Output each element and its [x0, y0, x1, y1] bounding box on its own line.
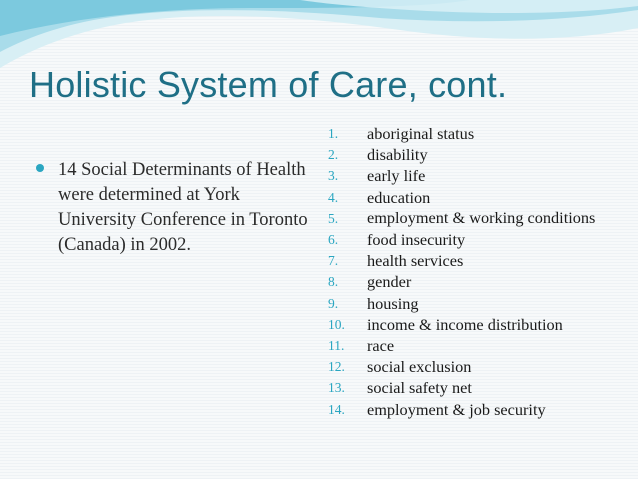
- list-text: employment & working conditions: [367, 207, 596, 227]
- list-item: [328, 187, 628, 208]
- header-wave-decoration: [0, 0, 638, 70]
- list-number: 10.: [328, 316, 345, 332]
- list-text: gender: [367, 272, 412, 292]
- list-number: 1.: [328, 126, 339, 141]
- list-text: housing: [367, 293, 419, 313]
- list-number: 5.: [328, 210, 339, 226]
- list-text: aboriginal status: [367, 124, 475, 143]
- list-text: disability: [367, 145, 428, 165]
- list-number: 11.: [328, 338, 345, 354]
- list-item: [328, 123, 628, 144]
- list-text: food insecurity: [367, 230, 466, 250]
- bullet-item: [36, 158, 316, 258]
- list-item: [328, 165, 628, 186]
- list-number: 9.: [328, 295, 339, 311]
- list-item: [328, 356, 628, 377]
- list-item: [328, 250, 628, 271]
- list-text: health services: [367, 251, 464, 271]
- list-number: 13.: [328, 380, 345, 396]
- list-number: 12.: [328, 359, 345, 375]
- list-item: [328, 271, 628, 292]
- list-item: [328, 229, 628, 250]
- list-number: 8.: [328, 274, 339, 290]
- list-text: social exclusion: [367, 357, 472, 377]
- list-text: early life: [367, 166, 426, 186]
- determinants-list: [328, 123, 628, 420]
- list-text: race: [367, 336, 395, 356]
- list-item: [328, 399, 628, 420]
- list-number: 4.: [328, 189, 339, 205]
- list-number: 6.: [328, 232, 339, 248]
- list-item: [328, 144, 628, 165]
- list-item: [328, 314, 628, 335]
- list-item: [328, 293, 628, 314]
- list-item: [328, 377, 628, 398]
- bullet-text: 14 Social Determinants of Health were determined at York University Conference in Toronto (Canada) in 2002.: [58, 160, 308, 255]
- list-text: income & income distribution: [367, 314, 563, 334]
- list-number: 14.: [328, 401, 345, 417]
- slide-title: Holistic System of Care, cont.: [29, 64, 508, 105]
- list-number: 2.: [328, 147, 339, 163]
- list-number: 7.: [328, 253, 339, 269]
- list-text: employment & job security: [367, 399, 546, 419]
- list-number: 3.: [328, 168, 339, 184]
- list-text: social safety net: [367, 378, 472, 398]
- list-item: [328, 335, 628, 356]
- list-text: education: [367, 187, 431, 207]
- bullet-dot-icon: [36, 164, 44, 172]
- list-item: [328, 208, 628, 229]
